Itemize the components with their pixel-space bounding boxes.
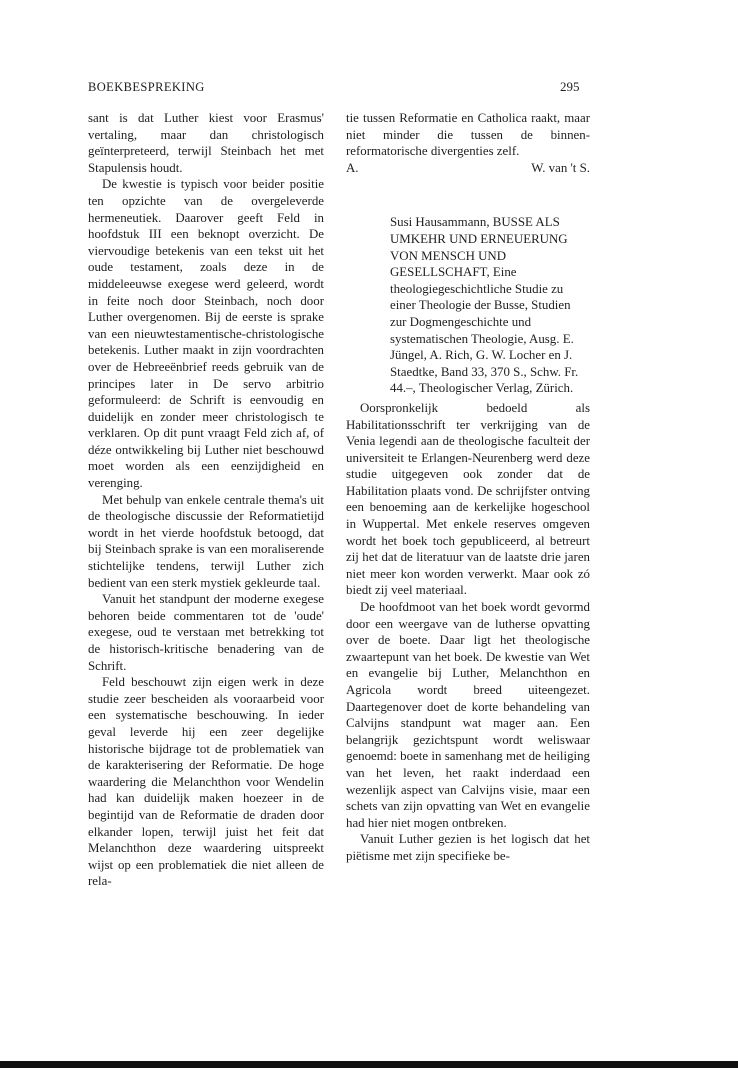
paragraph: Met behulp van enkele centrale thema's uit de theologische discussie der Reformatietijd wordt in het vierde hoofdstuk betoogd, dat bij Steinbach sprake is van een moraliserende stichtelijke tendens, terwijl Luther zich bedient van een sterk mystiek gekleurde taal. [88,492,324,590]
left-column [88,110,324,890]
page-number: 295 [560,79,580,94]
paragraph: Vanuit het standpunt der moderne exegese behoren beide commentaren tot de 'oude' exegese, oud te verstaan met betrekking tot de historisch-kritische benadering van de Schrift. [88,592,324,673]
signature-initial: A. [346,160,359,175]
review-signature [346,160,590,177]
paragraph: Oorspronkelijk bedoeld als Habilitationsschrift ter verkrijging van de Venia legendi aan de theologische faculteit der universiteit te Erlangen-Neurenberg werd deze studie uitgegeven ook zonder dat de Habilitation plaats vond. De schrijfster ontving een benoeming aan de kerkelijke hogeschool in Wuppertal. Met enkele reserves omgeven wordt het boek toch gepubliceerd, al betreurt zij het dat de literatuur van de laatste drie jaren niet meer kon worden verwerkt. Maar ook zó biedt zij veel materiaal. [346,400,590,598]
paragraph: sant is dat Luther kiest voor Erasmus' vertaling, maar dan christologisch geïnterpreteerd, terwijl Steinbach het met Stapulensis houdt. [88,111,324,175]
running-header: BOEKBESPREKING [88,80,205,94]
citation-text: Susi Hausammann, BUSSE ALS UMKEHR UND ERNEUERUNG VON MENSCH UND GESELLSCHAFT, Eine theologiegeschichtliche Studie zu einer Theologie der Busse, Studien zur Dogmengeschichte und systematischen Theologie, Ausg. E. Jüngel, A. Rich, G. W. Locher en J. Staedtke, Band 33, 370 S., Schw. Fr. 44.–, Theologischer Verlag, Zürich. [390,215,579,396]
paragraph: De hoofdmoot van het boek wordt gevormd door een weergave van de lutherse opvatting over de boete. Daar ligt het theologische zwaartepunt van het boek. De kwestie van Wet en evangelie bij Luther, Melanchthon en Agricola wordt breed uiteengezet. Daartegenover doet de korte behandeling van Calvijns standpunt wat mager aan. Een belangrijk gezichtspunt wordt weliswaar genoemd: boete in samenhang met de heiliging van het leven, het raakt inderdaad een wezenlijk aspect van Calvijns visie, maar een schets van zijn opvatting van Wet en evangelie had hier niet mogen ontbreken. [346,600,590,830]
paragraph: De kwestie is typisch voor beider positie ten opzichte van de overgeleverde hermeneutiek. Daarover geeft Feld in hoofdstuk III een beknopt overzicht. De viervoudige betekenis van een tekst uit het oude testament, zoals deze in de middeleeuwse exegese werd geleerd, wordt in feite noch door Steinbach, noch door Luther overgenomen. Bij de eerste is sprake van een nieuwtestamentische-christologische betekenis. Luther maakt in zijn voordrachten over de Hebreeënbrief reeds gebruik van de principes later in De servo arbitrio geformuleerd: de Schrift is eenvoudig en duidelijk en zonder meer christologisch te verklaren. Op dit punt vraagt Feld zich af, of déze ontwikkeling bij Luther niet beschouwd moet worden als een eenzijdigheid en verenging. [88,177,324,491]
paragraph: Vanuit Luther gezien is het logisch dat het piëtisme met zijn specifieke be- [346,832,590,863]
signature-name: W. van 't S. [531,160,590,175]
right-column [346,110,590,865]
book-citation [390,214,590,397]
paragraph: Feld beschouwt zijn eigen werk in deze studie zeer bescheiden als vooraarbeid voor een systematische beschouwing. In ieder geval leverde hij een zeer degelijke historische bijdrage tot de problematiek van de karakterisering der Reformatie. De hoge waardering die Melanchthon voor Wendelin had kan duidelijk maken hoezeer in de begintijd van de Reformatie de draden door elkander lopen, terwijl juist het feit dat Melanchthon deze waardering uitspreekt wijst op een problematiek die niet alleen de rela- [88,675,324,889]
bottom-scan-edge [0,1061,738,1068]
paragraph: tie tussen Reformatie en Catholica raakt, maar niet minder die tussen de binnen-reformatorische divergenties zelf. [346,111,590,159]
